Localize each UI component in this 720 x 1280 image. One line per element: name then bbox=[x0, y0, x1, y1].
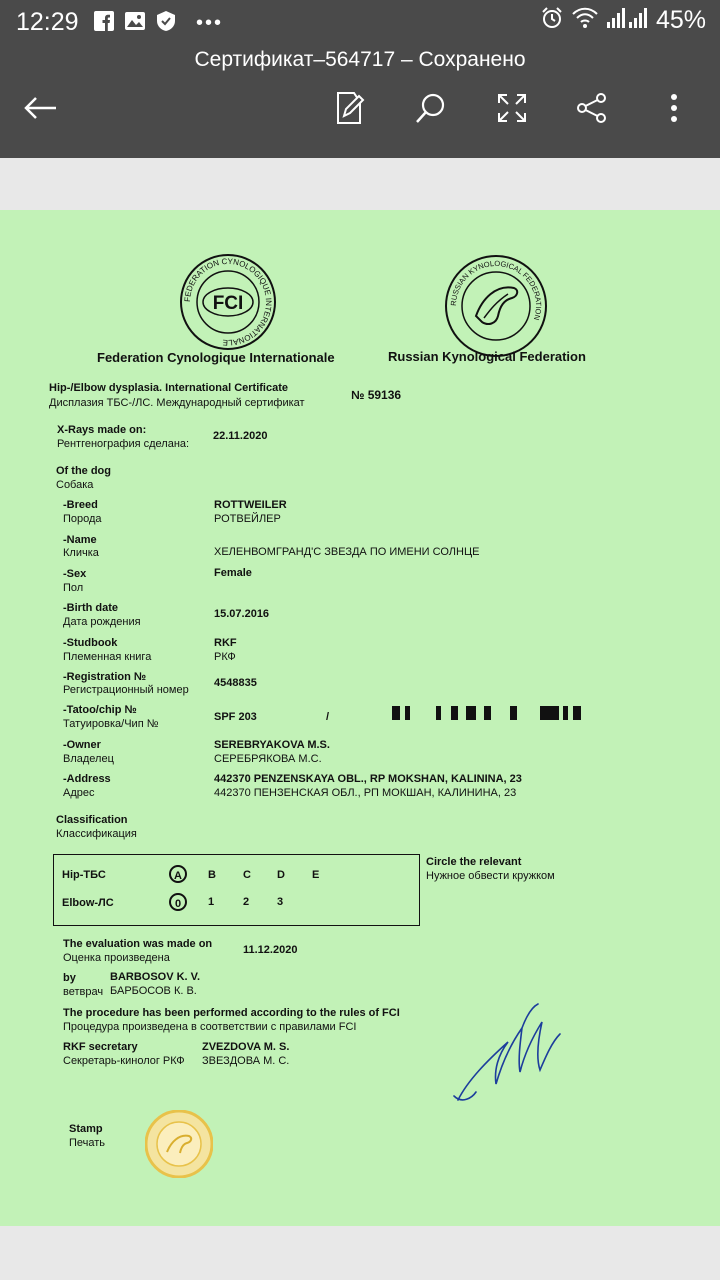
field-label-ru: Владелец bbox=[63, 753, 114, 765]
studbook-value-ru: РКФ bbox=[214, 651, 236, 663]
vet-name: BARBOSOV K. V. bbox=[110, 971, 201, 983]
dog-name-value: ХЕЛЕНВОМГРАНД'С ЗВЕЗДА ПО ИМЕНИ СОЛНЦЕ bbox=[214, 546, 480, 558]
secretary-name-ru: ЗВЕЗДОВА М. С. bbox=[202, 1055, 290, 1067]
field-label: -Birth date bbox=[63, 602, 118, 614]
address-value: 442370 PENZENSKAYA OBL., RP MOKSHAN, KALININA, 23 bbox=[214, 773, 522, 785]
fullscreen-button[interactable] bbox=[490, 88, 534, 132]
shield-icon bbox=[156, 10, 176, 37]
more-vert-icon bbox=[670, 93, 678, 128]
field-label: -Sex bbox=[63, 568, 87, 580]
back-arrow-icon bbox=[23, 96, 57, 125]
owner-value: SEREBRYAKOVA M.S. bbox=[214, 739, 330, 751]
edit-document-icon bbox=[334, 90, 366, 131]
elbow-grade: 2 bbox=[243, 896, 250, 908]
field-label-ru: Адрес bbox=[63, 787, 95, 799]
sex-value: Female bbox=[214, 567, 252, 579]
battery-level: 45% bbox=[655, 6, 706, 34]
hip-label: Hip-ТБС bbox=[62, 869, 106, 881]
procedure-statement: The procedure has been performed according to the rules of FCI bbox=[63, 1007, 400, 1019]
secretary-name: ZVEZDOVA M. S. bbox=[202, 1041, 290, 1053]
app-bar bbox=[0, 44, 720, 158]
edit-button[interactable] bbox=[328, 88, 372, 132]
by-label: by bbox=[63, 972, 76, 984]
circle-note-ru: Нужное обвести кружком bbox=[426, 870, 555, 882]
certificate-number: № 59136 bbox=[351, 388, 402, 402]
studbook-value: RKF bbox=[214, 637, 237, 649]
dog-label: Of the dog bbox=[56, 465, 111, 477]
field-label: -Breed bbox=[63, 499, 98, 511]
elbow-grade-selected: 0 bbox=[169, 893, 187, 911]
evaluation-label-ru: Оценка произведена bbox=[63, 952, 170, 964]
circle-note: Circle the relevant bbox=[426, 856, 522, 868]
stamp-label: Stamp bbox=[69, 1123, 103, 1135]
field-label: -Address bbox=[63, 773, 111, 785]
facebook-icon bbox=[94, 11, 114, 36]
rkf-seal bbox=[444, 254, 548, 363]
xray-label-ru: Рентгенография сделана: bbox=[57, 438, 190, 450]
evaluation-label: The evaluation was made on bbox=[63, 938, 213, 950]
breed-value-ru: РОТВЕЙЛЕР bbox=[214, 513, 281, 525]
owner-value-ru: СЕРЕБРЯКОВА М.С. bbox=[214, 753, 322, 765]
field-label: -Tatoo/chip № bbox=[63, 704, 137, 716]
classification-box bbox=[53, 854, 420, 926]
xray-label: X-Rays made on: bbox=[57, 424, 147, 436]
search-button[interactable] bbox=[408, 88, 452, 132]
classification-label: Classification bbox=[56, 814, 128, 826]
document-title: Сертификат–564717 – Сохранено bbox=[194, 48, 526, 71]
gallery-icon bbox=[124, 11, 146, 36]
hip-grade: B bbox=[208, 869, 216, 881]
field-label: -Name bbox=[63, 534, 97, 546]
share-icon bbox=[576, 92, 608, 129]
evaluation-date: 11.12.2020 bbox=[243, 944, 298, 956]
procedure-statement-ru: Процедура произведена в соответствии с правилами FCI bbox=[63, 1021, 357, 1033]
tattoo-separator: / bbox=[326, 711, 330, 723]
status-bar bbox=[0, 0, 720, 44]
elbow-label: Elbow-ЛС bbox=[62, 897, 114, 909]
more-notifications-icon: ••• bbox=[196, 12, 224, 34]
registration-value: 4548835 bbox=[214, 677, 257, 689]
hip-grade: D bbox=[277, 869, 285, 881]
dog-label-ru: Собака bbox=[56, 479, 94, 491]
hip-grade: E bbox=[312, 869, 320, 881]
field-label-ru: Кличка bbox=[63, 547, 99, 559]
fullscreen-icon bbox=[497, 93, 527, 128]
field-label-ru: Регистрационный номер bbox=[63, 684, 189, 696]
secretary-label-ru: Секретарь-кинолог РКФ bbox=[63, 1055, 185, 1067]
certificate-title: Hip-/Elbow dysplasia. International Certificate bbox=[49, 382, 288, 394]
xray-date: 22.11.2020 bbox=[213, 430, 268, 442]
elbow-grade: 3 bbox=[277, 896, 284, 908]
field-label-ru: Пол bbox=[63, 582, 84, 594]
field-label: -Studbook bbox=[63, 637, 118, 649]
more-options-button[interactable] bbox=[652, 88, 696, 132]
alarm-icon bbox=[540, 6, 564, 35]
field-label-ru: Порода bbox=[63, 513, 102, 525]
back-button[interactable] bbox=[18, 88, 62, 132]
field-label-ru: Татуировка/Чип № bbox=[63, 718, 159, 730]
stamp-seal bbox=[145, 1110, 213, 1183]
birth-date-value: 15.07.2016 bbox=[214, 608, 270, 620]
signature bbox=[448, 1000, 568, 1115]
field-label: -Registration № bbox=[63, 671, 147, 683]
status-time: 12:29 bbox=[16, 8, 79, 36]
wifi-icon bbox=[572, 7, 598, 34]
address-value-ru: 442370 ПЕНЗЕНСКАЯ ОБЛ., РП МОКШАН, КАЛИНИНА, 23 bbox=[214, 787, 517, 799]
tattoo-value: SPF 203 bbox=[214, 711, 257, 723]
stamp-label-ru: Печать bbox=[69, 1137, 106, 1149]
hip-grade: C bbox=[243, 869, 251, 881]
svg-text:RUSSIAN KYNOLOGICAL FEDERATION: RUSSIAN KYNOLOGICAL FEDERATION bbox=[448, 258, 544, 322]
field-label-ru: Племенная книга bbox=[63, 651, 152, 663]
field-label-ru: Дата рождения bbox=[63, 616, 141, 628]
secretary-label: RKF secretary bbox=[63, 1041, 138, 1053]
search-icon bbox=[414, 92, 446, 129]
signal-icon bbox=[606, 7, 648, 34]
field-label: -Owner bbox=[63, 739, 101, 751]
svg-text:FEDERATION CYNOLOGIQUE INTERNA: FEDERATION CYNOLOGIQUE INTERNATIONALE bbox=[182, 256, 274, 348]
certificate-page bbox=[0, 210, 720, 1226]
fci-seal bbox=[178, 252, 278, 357]
classification-label-ru: Классификация bbox=[56, 828, 137, 840]
by-label-ru: ветврач bbox=[63, 986, 104, 998]
hip-grade-selected: A bbox=[169, 865, 187, 883]
rkf-name: Russian Kynological Federation bbox=[388, 349, 586, 364]
vet-name-ru: БАРБОСОВ К. В. bbox=[110, 985, 197, 997]
certificate-title-ru: Дисплазия ТБС-/ЛС. Международный сертификат bbox=[49, 397, 305, 409]
elbow-grade: 1 bbox=[208, 896, 215, 908]
fci-logo-text: FCI bbox=[212, 293, 244, 314]
fci-name: Federation Cynologique Internationale bbox=[97, 350, 335, 365]
share-button[interactable] bbox=[570, 88, 614, 132]
breed-value: ROTTWEILER bbox=[214, 499, 287, 511]
